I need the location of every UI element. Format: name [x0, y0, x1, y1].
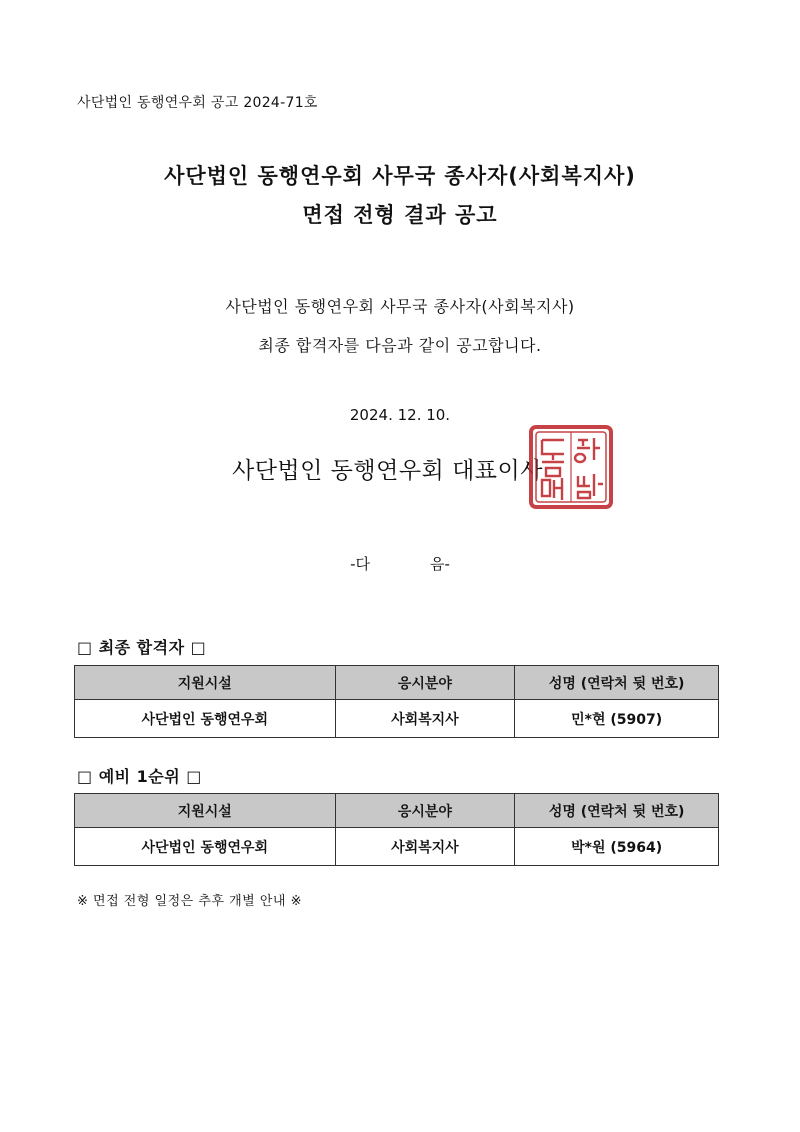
- section-title-final-passers: □ 최종 합격자 □: [77, 638, 207, 657]
- column-header-field: 응시분야: [335, 666, 515, 700]
- notice-number: 사단법인 동행연우회 공고 2024-71호: [77, 95, 318, 111]
- table-row: [75, 700, 719, 738]
- dagum-left: -다: [350, 555, 370, 573]
- final-passers-table: [74, 665, 719, 738]
- official-seal-stamp: [528, 424, 614, 510]
- column-header-facility: 지원시설: [75, 666, 336, 700]
- signer-name: 사단법인 동행연우회 대표이사: [232, 458, 543, 484]
- column-header-facility: 지원시설: [75, 794, 336, 828]
- dagum-right: 음-: [430, 555, 450, 573]
- table-row: [75, 828, 719, 866]
- column-header-field: 응시분야: [335, 794, 515, 828]
- column-header-name: 성명 (연락처 뒷 번호): [515, 666, 719, 700]
- cell-name: 박*원 (5964): [515, 828, 719, 866]
- footnote: ※ 면접 전형 일정은 추후 개별 안내 ※: [77, 894, 302, 909]
- column-header-name: 성명 (연락처 뒷 번호): [515, 794, 719, 828]
- document-title-line2: 면접 전형 결과 공고: [302, 203, 498, 227]
- cell-field: 사회복지사: [335, 828, 515, 866]
- document-title-line1: 사단법인 동행연우회 사무국 종사자(사회복지사): [164, 164, 636, 188]
- body-text-line1: 사단법인 동행연우회 사무국 종사자(사회복지사): [225, 297, 575, 316]
- reserve-first-table: [74, 793, 719, 866]
- following-notice-marker: [0, 553, 800, 574]
- section-title-reserve-first: □ 예비 1순위 □: [77, 767, 202, 786]
- body-text-line2: 최종 합격자를 다음과 같이 공고합니다.: [258, 336, 542, 355]
- cell-name: 민*현 (5907): [515, 700, 719, 738]
- table-header-row: [75, 794, 719, 828]
- cell-facility: 사단법인 동행연우회: [75, 700, 336, 738]
- cell-facility: 사단법인 동행연우회: [75, 828, 336, 866]
- table-header-row: [75, 666, 719, 700]
- announcement-date: 2024. 12. 10.: [349, 406, 451, 424]
- cell-field: 사회복지사: [335, 700, 515, 738]
